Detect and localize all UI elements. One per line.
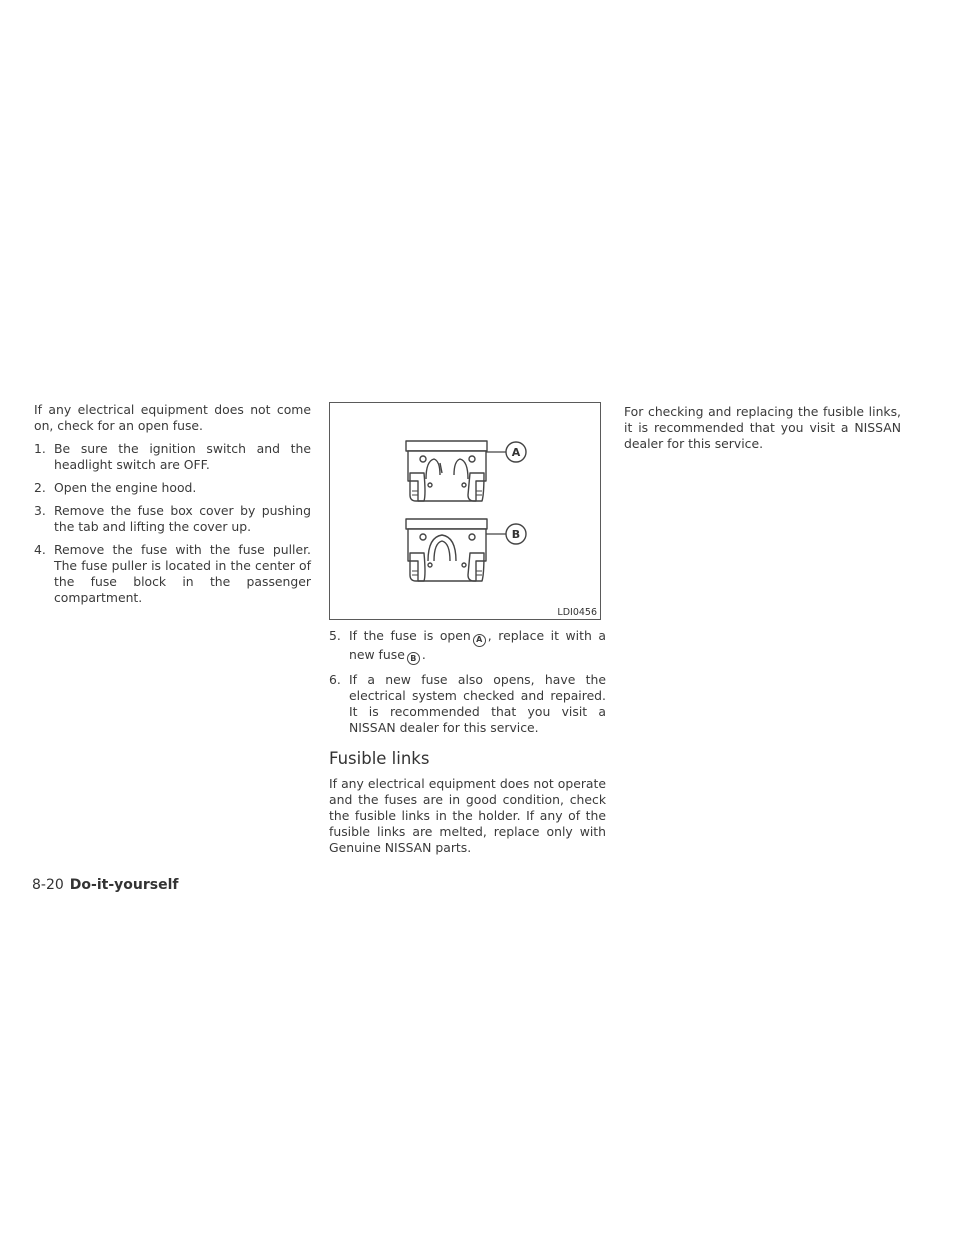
fusible-links-paragraph: If any electrical equipment does not operate and the fuses are in good condition, check the fusible links in the holder. If any of the fusible links are melted, replace only with Genuine NISSAN parts. [329, 776, 606, 855]
step-number: 3. [34, 503, 46, 518]
step-number: 6. [329, 672, 341, 687]
new-fuse-shape [406, 519, 487, 581]
middle-column [329, 402, 606, 863]
callout-b-label: B [511, 528, 521, 541]
step-text: Open the engine hood. [54, 480, 197, 495]
step-4 [34, 542, 311, 606]
fuse-diagram [330, 403, 600, 619]
step-text: Remove the fuse box cover by pushing the tab and lifting the cover up. [54, 503, 311, 534]
callout-a-label: A [511, 446, 521, 459]
callout-b-icon: B [407, 652, 420, 665]
blown-fuse-shape [406, 441, 487, 501]
step-2 [34, 480, 311, 496]
figure-code: LDI0456 [557, 607, 597, 618]
step-5-text-middle: , replace it with a new fuse [349, 628, 606, 662]
dealer-paragraph: For checking and replacing the fusible links, it is recommended that you visit a NISSAN dealer for this service. [624, 404, 901, 451]
step-text: If a new fuse also opens, have the electrical system checked and repaired. It is recommended that you visit a NISSAN dealer for this service. [349, 672, 606, 735]
step-3 [34, 503, 311, 535]
section-title: Do-it-yourself [69, 877, 179, 893]
step-text: Remove the fuse with the fuse puller. The fuse puller is located in the center of the fuse block in the passenger compartment. [54, 542, 311, 605]
step-5 [329, 628, 606, 665]
left-column [34, 402, 311, 613]
fuse-illustration [329, 402, 601, 620]
step-1 [34, 441, 311, 473]
right-column [624, 404, 901, 459]
step-text: Be sure the ignition switch and the headlight switch are OFF. [54, 441, 311, 472]
step-5-text-before: If the fuse is open [349, 628, 471, 643]
page-number: 8-20 [32, 877, 64, 893]
step-number: 1. [34, 441, 46, 456]
step-number: 4. [34, 542, 46, 557]
intro-paragraph: If any electrical equipment does not come on, check for an open fuse. [34, 402, 311, 433]
page-footer [32, 876, 178, 894]
step-text [349, 628, 606, 665]
callout-a-icon: A [473, 634, 486, 647]
step-5-text-after: . [421, 646, 426, 662]
section-heading: Fusible links [329, 749, 430, 768]
step-number: 5. [329, 628, 341, 643]
step-number: 2. [34, 480, 46, 495]
step-6 [329, 672, 606, 736]
